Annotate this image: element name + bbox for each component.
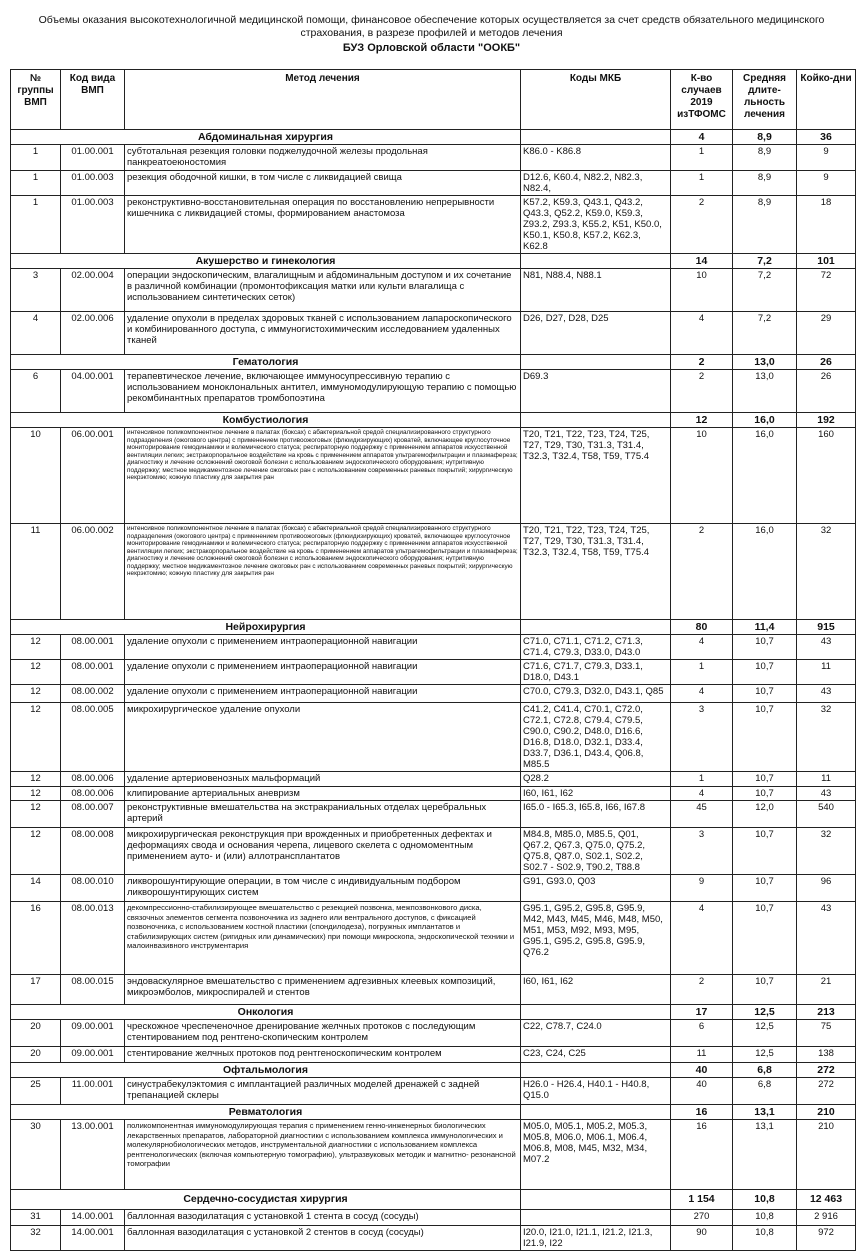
section-beddays: 12 463 [797,1190,856,1210]
table-row [11,171,856,196]
cases-count: 2 [671,196,733,254]
avg-duration: 12,5 [733,1020,797,1047]
avg-duration: 8,9 [733,145,797,171]
avg-duration: 10,8 [733,1226,797,1251]
col-header-icd: Коды МКБ [521,70,671,130]
treatment-method: стентирование желчных протоков под рентгеноскопическим контролем [125,1047,521,1063]
col-header-beddays: Койко-дни [797,70,856,130]
table-row [11,370,856,413]
avg-duration: 10,7 [733,875,797,902]
section-beddays: 915 [797,620,856,635]
section-cases: 80 [671,620,733,635]
group-number: 30 [11,1120,61,1190]
avg-duration: 8,9 [733,196,797,254]
table-row [11,660,856,685]
avg-duration: 10,7 [733,635,797,660]
vmp-code: 06.00.001 [61,428,125,524]
cases-count: 10 [671,428,733,524]
col-header-cases: К-во случаев 2019 изТФОМС [671,70,733,130]
bed-days: 43 [797,787,856,801]
table-row [11,1226,856,1251]
bed-days: 18 [797,196,856,254]
group-number: 1 [11,171,61,196]
section-beddays: 210 [797,1105,856,1120]
icd-codes: M84.8, M85.0, M85.5, Q01, Q67.2, Q67.3, Q75.0, Q75.2, Q75.8, Q87.0, S02.1, S02.2, S02.7 - S02.9, T90.2, T88.8 [521,828,671,875]
table-row [11,524,856,620]
bed-days: 21 [797,975,856,1005]
icd-codes: T20, T21, T22, T23, T24, T25, T27, T29, T30, T31.3, T31.4, T32.3, T32.4, T58, T59, T75.4 [521,428,671,524]
section-row [11,1005,856,1020]
section-icd-empty [521,620,671,635]
icd-codes: C22, C78.7, C24.0 [521,1020,671,1047]
cases-count: 2 [671,975,733,1005]
group-number: 12 [11,787,61,801]
table-row [11,902,856,975]
col-header-code: Код вида ВМП [61,70,125,130]
group-number: 16 [11,902,61,975]
treatment-method: удаление опухоли с применением интраоперационной навигации [125,635,521,660]
section-title: Ревматология [11,1105,521,1120]
table-row [11,312,856,355]
treatment-method: микрохирургическая реконструкция при врожденных и приобретенных дефектах и деформациях свода и основания черепа, лицевого скелета с одномоментным применением ауто- и (или) аллотрансплантатов [125,828,521,875]
col-header-method: Метод лечения [125,70,521,130]
vmp-code: 08.00.006 [61,772,125,787]
table-row [11,196,856,254]
bed-days: 29 [797,312,856,355]
treatment-method: поликомпонентная иммуномодулирующая терапия с применением генно-инженерных биологических лекарственных препаратов, лабораторной диагностики с использованием комплекса иммунологических и молекулярнобиологических методов, инструментальной диагностики с использованием комплекса рентгенологических (включая компьютерную томографию), ультразвуковых методик и магнитно- резонансной томографии [125,1120,521,1190]
section-avg: 13,1 [733,1105,797,1120]
vmp-code: 01.00.001 [61,145,125,171]
section-avg: 16,0 [733,413,797,428]
cases-count: 4 [671,685,733,703]
cases-count: 3 [671,703,733,772]
icd-codes: M05.0, M05.1, M05.2, M05.3, M05.8, M06.0, M06.1, M06.4, M06.8, M08, M45, M32, M34, M07.2 [521,1120,671,1190]
bed-days: 32 [797,703,856,772]
section-icd-empty [521,1105,671,1120]
bed-days: 972 [797,1226,856,1251]
section-cases: 14 [671,254,733,269]
section-cases: 17 [671,1005,733,1020]
vmp-code: 08.00.001 [61,660,125,685]
avg-duration: 13,1 [733,1120,797,1190]
section-row [11,130,856,145]
icd-codes: C23, C24, C25 [521,1047,671,1063]
section-cases: 12 [671,413,733,428]
document-title: Объемы оказания высокотехнологичной медицинской помощи, финансовое обеспечение которых осуществляется за счет средств обязательного медицинского страхования, в разрезе профилей и методов лечения [38,14,825,39]
section-cases: 1 154 [671,1190,733,1210]
treatment-method: удаление опухоли с применением интраоперационной навигации [125,685,521,703]
icd-codes: K57.2, K59.3, Q43.1, Q43.2, Q43.3, Q52.2, K59.0, K59.3, Z93.2, Z93.3, K55.2, K51, K50.0, K50.1, K50.8, K57.2, K62.3, K62.8 [521,196,671,254]
table-row [11,269,856,312]
section-row [11,355,856,370]
treatment-method: интенсивное поликомпонентное лечение в палатах (боксах) с абактериальной средой специализированного структурного подразделения (ожогового центра) с применением противоожоговых (флюидизирующих) кроватей, включающее круглосуточное мониторирование гемодинамики и волемического статуса; респираторную поддержку с применением аппаратов искусственной вентиляции легких; экстракорпоральное воздействие на кровь с применением аппаратов ультрагемофильтрации и плазмафереза; диагностику и лечение осложнений ожоговой болезни с использованием эндоскопического оборудования; нутритивную поддержку; местное медикаментозное лечение ожоговых ран с использованием современных раневых покрытий; хирургическую некрэктомию; кожную пластику для закрытия ран [125,524,521,620]
section-icd-empty [521,355,671,370]
section-row [11,254,856,269]
table-row [11,1210,856,1226]
group-number: 12 [11,660,61,685]
cases-count: 4 [671,635,733,660]
cases-count: 2 [671,524,733,620]
vmp-code: 09.00.001 [61,1047,125,1063]
group-number: 14 [11,875,61,902]
vmp-code: 08.00.002 [61,685,125,703]
section-icd-empty [521,254,671,269]
section-avg: 8,9 [733,130,797,145]
avg-duration: 16,0 [733,524,797,620]
treatment-method: баллонная вазодилатация с установкой 1 стента в сосуд (сосуды) [125,1210,521,1226]
icd-codes: D12.6, K60.4, N82.2, N82.3, N82.4, [521,171,671,196]
group-number: 6 [11,370,61,413]
group-number: 32 [11,1226,61,1251]
icd-codes: I65.0 - I65.3, I65.8, I66, I67.8 [521,801,671,828]
section-avg: 13,0 [733,355,797,370]
table-row [11,685,856,703]
section-cases: 40 [671,1063,733,1078]
icd-codes: C71.0, C71.1, C71.2, C71.3, C71.4, C79.3, D33.0, D43.0 [521,635,671,660]
bed-days: 32 [797,828,856,875]
treatment-method: удаление опухоли в пределах здоровых тканей с использованием лапароскопического и комбинированного доступа, с иммуногистохимическим исследованием удаленных тканей [125,312,521,355]
cases-count: 3 [671,828,733,875]
vmp-code: 08.00.006 [61,787,125,801]
bed-days: 11 [797,660,856,685]
avg-duration: 10,7 [733,703,797,772]
section-title: Гематология [11,355,521,370]
table-header-row [11,70,856,130]
group-number: 12 [11,801,61,828]
section-cases: 2 [671,355,733,370]
icd-codes: D69.3 [521,370,671,413]
section-beddays: 36 [797,130,856,145]
section-beddays: 26 [797,355,856,370]
group-number: 20 [11,1020,61,1047]
cases-count: 4 [671,902,733,975]
avg-duration: 7,2 [733,269,797,312]
bed-days: 43 [797,685,856,703]
group-number: 12 [11,828,61,875]
cases-count: 9 [671,875,733,902]
treatment-method: эндоваскулярное вмешательство с применением адгезивных клеевых композиций, микроэмболов, микроспиралей и стентов [125,975,521,1005]
table-row [11,635,856,660]
section-title: Нейрохирургия [11,620,521,635]
vmp-code: 08.00.010 [61,875,125,902]
group-number: 1 [11,145,61,171]
section-title: Онкология [11,1005,521,1020]
section-avg: 7,2 [733,254,797,269]
vmp-code: 14.00.001 [61,1210,125,1226]
section-cases: 4 [671,130,733,145]
treatment-method: декомпрессионно-стабилизирующее вмешательство с резекцией позвонка, межпозвонкового диска, связочных элементов сегмента позвоночника из заднего или вентрального доступов, с фиксацией позвоночника, с использованием костной пластики (спондилодеза), погружных имплантатов и стабилизирующих систем (ригидных или динамических) при помощи микроскопа, эндоскопической техники и малоинвазивного инструментария [125,902,521,975]
table-row [11,1078,856,1105]
vmp-code: 01.00.003 [61,196,125,254]
group-number: 1 [11,196,61,254]
cases-count: 11 [671,1047,733,1063]
avg-duration: 8,9 [733,171,797,196]
avg-duration: 7,2 [733,312,797,355]
avg-duration: 10,7 [733,685,797,703]
icd-codes: I60, I61, I62 [521,975,671,1005]
bed-days: 138 [797,1047,856,1063]
icd-codes: C70.0, C79.3, D32.0, D43.1, Q85 [521,685,671,703]
avg-duration: 10,7 [733,975,797,1005]
bed-days: 9 [797,145,856,171]
vmp-code: 04.00.001 [61,370,125,413]
icd-codes: C41.2, C41.4, C70.1, C72.0, C72.1, C72.8, C79.4, C79.5, C90.0, C90.2, D48.0, D16.6, D16.8, D18.0, D32.1, D33.4, D33.7, D36.1, D43.4, Q06.8, M85.5 [521,703,671,772]
treatment-method: удаление опухоли с применением интраоперационной навигации [125,660,521,685]
avg-duration: 10,7 [733,772,797,787]
section-icd-empty [521,1005,671,1020]
treatment-method: ликворошунтирующие операции, в том числе с индивидуальным подбором ликворошунтирующих систем [125,875,521,902]
cases-count: 270 [671,1210,733,1226]
icd-codes: C71.6, C71.7, C79.3, D33.1, D18.0, D43.1 [521,660,671,685]
icd-codes: K86.0 - K86.8 [521,145,671,171]
section-icd-empty [521,413,671,428]
icd-codes: D26, D27, D28, D25 [521,312,671,355]
document-header [0,0,863,55]
section-title: Сердечно-сосудистая хирургия [11,1190,521,1210]
treatment-method: чрескожное чреспеченочное дренирование желчных протоков с последующим стентированием под рентгено-скопическим контролем [125,1020,521,1047]
vmp-code: 02.00.004 [61,269,125,312]
bed-days: 75 [797,1020,856,1047]
cases-count: 1 [671,171,733,196]
vmp-code: 01.00.003 [61,171,125,196]
table-row [11,703,856,772]
section-row [11,620,856,635]
treatment-method: баллонная вазодилатация с установкой 2 стентов в сосуд (сосуды) [125,1226,521,1251]
bed-days: 9 [797,171,856,196]
avg-duration: 12,5 [733,1047,797,1063]
section-row [11,1190,856,1210]
table-row [11,1120,856,1190]
bed-days: 160 [797,428,856,524]
bed-days: 43 [797,902,856,975]
avg-duration: 13,0 [733,370,797,413]
bed-days: 43 [797,635,856,660]
avg-duration: 12,0 [733,801,797,828]
cases-count: 6 [671,1020,733,1047]
table-row [11,1047,856,1063]
table-row [11,875,856,902]
cases-count: 16 [671,1120,733,1190]
treatment-method: реконструктивные вмешательства на экстракраниальных отделах церебральных артерий [125,801,521,828]
icd-codes: I60, I61, I62 [521,787,671,801]
section-icd-empty [521,1063,671,1078]
group-number: 4 [11,312,61,355]
bed-days: 72 [797,269,856,312]
treatment-method: удаление артериовенозных мальформаций [125,772,521,787]
section-title: Офтальмология [11,1063,521,1078]
icd-codes: N81, N88.4, N88.1 [521,269,671,312]
bed-days: 540 [797,801,856,828]
institution-name: БУЗ Орловской области "ООКБ" [342,42,521,54]
section-avg: 12,5 [733,1005,797,1020]
avg-duration: 10,7 [733,828,797,875]
vmp-code: 08.00.001 [61,635,125,660]
section-title: Акушерство и гинекология [11,254,521,269]
group-number: 10 [11,428,61,524]
table-body [11,130,856,1251]
vmp-volume-table [10,69,856,1251]
cases-count: 1 [671,660,733,685]
group-number: 20 [11,1047,61,1063]
treatment-method: микрохирургическое удаление опухоли [125,703,521,772]
table-row [11,975,856,1005]
avg-duration: 10,7 [733,787,797,801]
table-row [11,801,856,828]
vmp-code: 06.00.002 [61,524,125,620]
treatment-method: терапевтическое лечение, включающее иммуносупрессивную терапию с использованием моноклональных антител, иммуномодулирующую терапию с помощью рекомбинантных препаратов тромбопоэтина [125,370,521,413]
section-avg: 6,8 [733,1063,797,1078]
treatment-method: интенсивное поликомпонентное лечение в палатах (боксах) с абактериальной средой специализированного структурного подразделения (ожогового центра) с применением противоожоговых (флюидизирующих) кроватей, включающее круглосуточное мониторирование гемодинамики и волемического статуса; респираторную поддержку с применением аппаратов искусственной вентиляции легких; экстракорпоральное воздействие на кровь с применением аппаратов ультрагемофильтрации и плазмафереза; диагностику и лечение осложнений ожоговой болезни с использованием эндоскопического оборудования; нутритивную поддержку; местное медикаментозное лечение ожоговых ран с использованием современных раневых покрытий; хирургическую некрэктомию; кожную пластику для закрытия ран [125,428,521,524]
icd-codes: G95.1, G95.2, G95.8, G95.9, M42, M43, M45, M46, M48, M50, M51, M53, M92, M93, M95, G95.1, G95.2, G95.8, G95.9, Q76.2 [521,902,671,975]
treatment-method: синустрабекулэктомия с имплантацией различных моделей дренажей с задней трепанацией склеры [125,1078,521,1105]
group-number: 31 [11,1210,61,1226]
table-row [11,1020,856,1047]
col-header-group: № группы ВМП [11,70,61,130]
avg-duration: 10,8 [733,1210,797,1226]
icd-codes: G91, G93.0, Q03 [521,875,671,902]
group-number: 11 [11,524,61,620]
group-number: 25 [11,1078,61,1105]
group-number: 12 [11,635,61,660]
cases-count: 4 [671,312,733,355]
section-title: Комбустиология [11,413,521,428]
treatment-method: резекция ободочной кишки, в том числе с ликвидацией свища [125,171,521,196]
bed-days: 272 [797,1078,856,1105]
section-row [11,1105,856,1120]
section-icd-empty [521,130,671,145]
icd-codes: I20.0, I21.0, I21.1, I21.2, I21.3, I21.9, I22 [521,1226,671,1251]
bed-days: 32 [797,524,856,620]
section-beddays: 213 [797,1005,856,1020]
col-header-avg: Средняя длите-льность лечения [733,70,797,130]
section-avg: 11,4 [733,620,797,635]
vmp-code: 08.00.007 [61,801,125,828]
vmp-code: 08.00.005 [61,703,125,772]
treatment-method: клипирование артериальных аневризм [125,787,521,801]
treatment-method: реконструктивно-восстановительная операция по восстановлению непрерывности кишечника с ликвидацией стомы, формированием анастомоза [125,196,521,254]
vmp-code: 09.00.001 [61,1020,125,1047]
cases-count: 1 [671,772,733,787]
cases-count: 4 [671,787,733,801]
group-number: 12 [11,772,61,787]
table-row [11,772,856,787]
section-beddays: 101 [797,254,856,269]
bed-days: 26 [797,370,856,413]
table-row [11,428,856,524]
treatment-method: субтотальная резекция головки поджелудочной железы продольная панкреатоеюностомия [125,145,521,171]
avg-duration: 10,7 [733,660,797,685]
section-beddays: 192 [797,413,856,428]
icd-codes: Q28.2 [521,772,671,787]
section-row [11,413,856,428]
cases-count: 40 [671,1078,733,1105]
cases-count: 2 [671,370,733,413]
group-number: 17 [11,975,61,1005]
table-row [11,787,856,801]
bed-days: 2 916 [797,1210,856,1226]
vmp-code: 08.00.013 [61,902,125,975]
vmp-code: 11.00.001 [61,1078,125,1105]
bed-days: 210 [797,1120,856,1190]
icd-codes: T20, T21, T22, T23, T24, T25, T27, T29, T30, T31.3, T31.4, T32.3, T32.4, T58, T59, T75.4 [521,524,671,620]
table-row [11,145,856,171]
vmp-code: 08.00.015 [61,975,125,1005]
treatment-method: операции эндоскопическим, влагалищным и абдоминальным доступом и их сочетание в различной комбинации (промонтофиксация матки или культи влагалища с использованием синтетических сеток) [125,269,521,312]
avg-duration: 6,8 [733,1078,797,1105]
group-number: 12 [11,685,61,703]
cases-count: 1 [671,145,733,171]
section-cases: 16 [671,1105,733,1120]
cases-count: 45 [671,801,733,828]
vmp-code: 08.00.008 [61,828,125,875]
section-beddays: 272 [797,1063,856,1078]
vmp-code: 13.00.001 [61,1120,125,1190]
cases-count: 90 [671,1226,733,1251]
group-number: 12 [11,703,61,772]
section-title: Абдоминальная хирургия [11,130,521,145]
icd-codes [521,1210,671,1226]
group-number: 3 [11,269,61,312]
avg-duration: 16,0 [733,428,797,524]
vmp-code: 14.00.001 [61,1226,125,1251]
vmp-code: 02.00.006 [61,312,125,355]
avg-duration: 10,7 [733,902,797,975]
bed-days: 96 [797,875,856,902]
section-row [11,1063,856,1078]
cases-count: 10 [671,269,733,312]
bed-days: 11 [797,772,856,787]
section-icd-empty [521,1190,671,1210]
icd-codes: H26.0 - H26.4, H40.1 - H40.8, Q15.0 [521,1078,671,1105]
table-row [11,828,856,875]
section-avg: 10,8 [733,1190,797,1210]
